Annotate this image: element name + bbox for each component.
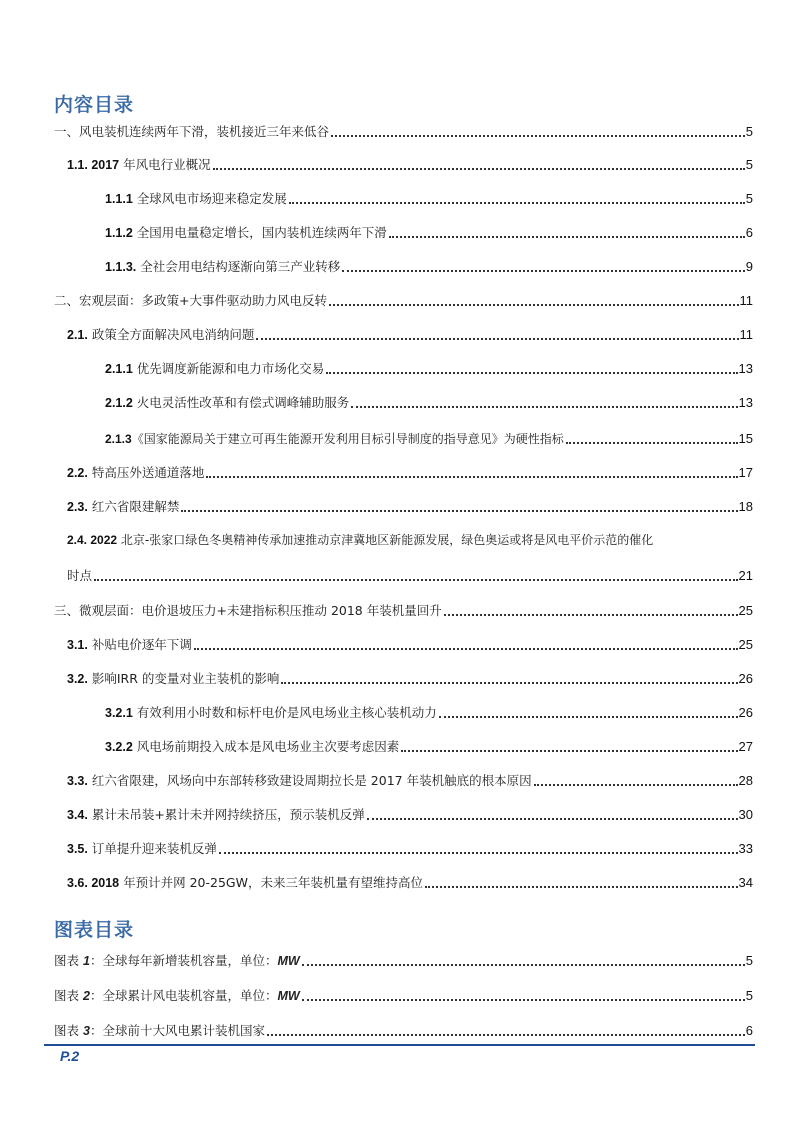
toc-entry[interactable] [67, 837, 753, 857]
toc-entry-label: 3.2.2 风电场前期投入成本是风电场业主次要考虑因素 [105, 739, 400, 754]
dot-leader [302, 999, 745, 1001]
toc-entry-label: 2.2. 特高压外送通道落地 [67, 465, 205, 480]
dot-leader [331, 135, 745, 137]
toc-entry-page: 17 [738, 465, 753, 480]
toc-entry-label: 二、宏观层面：多政策+大事件驱动助力风电反转 [54, 293, 327, 308]
toc-entry[interactable] [67, 153, 753, 173]
dot-leader [534, 784, 738, 786]
dot-leader [206, 476, 737, 478]
toc-entry-page: 6 [745, 225, 753, 240]
figure-entry-label: 图表 3：全球前十大风电累计装机国家 [54, 1023, 265, 1038]
toc-entry-label: 北京-张家口绿色冬奥精神传承加速推动京津冀地区新能源发展，绿色奥运或将是风电平价示范的催化 [117, 533, 654, 547]
toc-entry-label: 3.2.1 有效利用小时数和标杆电价是风电场业主核心装机动力 [105, 705, 437, 720]
toc-heading: 内容目录 [54, 94, 135, 116]
toc-entry-label: 2.3. 红六省限建解禁 [67, 499, 180, 514]
dot-leader [439, 716, 738, 718]
toc-entry-label: 时点 [67, 568, 93, 583]
toc-entry-page: 21 [738, 568, 753, 583]
toc-entry-label: 3.6. 2018 年预计并网 20-25GW，未来三年装机量有望维持高位 [67, 875, 423, 890]
toc-entry[interactable] [67, 769, 753, 789]
toc-entry-page: 11 [739, 293, 753, 308]
toc-entry-label: 三、微观层面：电价退坡压力+未建指标积压推动 2018 年装机量回升 [54, 603, 442, 618]
toc-entry-page: 18 [738, 499, 753, 514]
figure-entry-page: 6 [745, 1023, 753, 1038]
dot-leader [342, 270, 745, 272]
dot-leader [213, 168, 745, 170]
toc-entry-page: 9 [745, 259, 753, 274]
dot-leader [566, 442, 738, 444]
toc-entry-page: 27 [738, 739, 753, 754]
toc-entry-continuation[interactable] [67, 564, 753, 584]
toc-entry-page: 26 [738, 705, 753, 720]
toc-entry-page: 34 [738, 875, 753, 890]
toc-entry-label: 3.3. 红六省限建，风场向中东部转移致建设周期拉长是 2017 年装机触底的根本原因 [67, 773, 532, 788]
toc-entry-label: 2.1. 政策全方面解决风电消纳问题 [67, 327, 255, 342]
footer-divider [44, 1044, 755, 1046]
toc-entry[interactable] [67, 633, 753, 653]
dot-leader [329, 304, 739, 306]
toc-entry[interactable] [105, 735, 753, 755]
page-number: P.2 [60, 1048, 80, 1064]
toc-entry-label: 一、风电装机连续两年下滑，装机接近三年来低谷 [54, 124, 330, 139]
toc-entry-page: 33 [738, 841, 753, 856]
toc-entry-label: 2.1.1 优先调度新能源和电力市场化交易 [105, 361, 325, 376]
toc-entry-page: 25 [738, 637, 753, 652]
dot-leader [425, 886, 738, 888]
toc-entry-page: 11 [739, 327, 753, 342]
dot-leader [281, 682, 737, 684]
toc-entry-label: 2.1.2 火电灵活性改革和有偿式调峰辅助服务 [105, 395, 350, 410]
toc-entry-label: 2.1.3《国家能源局关于建立可再生能源开发利用目标引导制度的指导意见》为硬性指标 [105, 432, 564, 446]
dot-leader [194, 648, 738, 650]
toc-entry-wrapped[interactable] [67, 532, 753, 552]
toc-entry[interactable] [67, 871, 753, 891]
toc-entry-label: 1.1.2 全国用电量稳定增长，国内装机连续两年下滑 [105, 225, 387, 240]
toc-entry-page: 5 [745, 124, 753, 139]
toc-entry[interactable] [105, 221, 753, 241]
dot-leader [94, 579, 738, 581]
toc-entry-label: 3.4. 累计未吊装+累计未并网持续挤压，预示装机反弹 [67, 807, 365, 822]
toc-entry-label: 1.1. 2017 年风电行业概况 [67, 157, 211, 172]
dot-leader [401, 750, 737, 752]
figure-entry[interactable] [54, 949, 753, 969]
toc-entry[interactable] [67, 495, 753, 515]
dot-leader [389, 236, 745, 238]
toc-entry-label: 3.1. 补贴电价逐年下调 [67, 637, 192, 652]
dot-leader [326, 372, 737, 374]
toc-entry-label: 1.1.1 全球风电市场迎来稳定发展 [105, 191, 287, 206]
toc-entry[interactable] [54, 289, 753, 309]
toc-entry[interactable] [67, 461, 753, 481]
toc-entry-label: 3.5. 订单提升迎来装机反弹 [67, 841, 217, 856]
figures-heading: 图表目录 [54, 919, 135, 941]
toc-entry[interactable] [105, 701, 753, 721]
toc-entry[interactable] [105, 357, 753, 377]
figure-entry-label: 图表 2：全球累计风电装机容量，单位：MW [54, 988, 300, 1003]
toc-entry-page: 13 [738, 395, 753, 410]
toc-entry[interactable] [105, 187, 753, 207]
toc-entry[interactable] [67, 803, 753, 823]
toc-entry-page: 5 [745, 191, 753, 206]
dot-leader [289, 202, 745, 204]
toc-entry-page: 15 [738, 431, 753, 446]
dot-leader [367, 818, 738, 820]
toc-entry-page: 28 [738, 773, 753, 788]
dot-leader [181, 510, 737, 512]
toc-entry[interactable] [105, 391, 753, 411]
toc-entry[interactable] [54, 120, 753, 140]
dot-leader [351, 406, 737, 408]
toc-entry[interactable] [54, 599, 753, 619]
toc-entry[interactable] [105, 427, 753, 447]
figure-entry-page: 5 [745, 953, 753, 968]
dot-leader [302, 964, 745, 966]
toc-entry-page: 30 [738, 807, 753, 822]
dot-leader [256, 338, 738, 340]
toc-entry-label: 1.1.3. 全社会用电结构逐渐向第三产业转移 [105, 259, 341, 274]
figure-entry-label: 图表 1：全球每年新增装机容量，单位：MW [54, 953, 300, 968]
figure-entry[interactable] [54, 984, 753, 1004]
toc-entry-label: 3.2. 影响IRR 的变量对业主装机的影响 [67, 671, 280, 686]
toc-entry-page: 13 [738, 361, 753, 376]
toc-entry-page: 26 [738, 671, 753, 686]
dot-leader [219, 852, 738, 854]
dot-leader [267, 1034, 745, 1036]
toc-entry-page: 5 [745, 157, 753, 172]
toc-entry[interactable] [67, 667, 753, 687]
toc-entry[interactable] [67, 323, 753, 343]
toc-entry-number: 2.4. 2022 [67, 533, 118, 547]
figure-entry[interactable] [54, 1019, 753, 1039]
dot-leader [444, 614, 738, 616]
toc-entry-page: 25 [738, 603, 753, 618]
figure-entry-page: 5 [745, 988, 753, 1003]
toc-entry[interactable] [105, 255, 753, 275]
